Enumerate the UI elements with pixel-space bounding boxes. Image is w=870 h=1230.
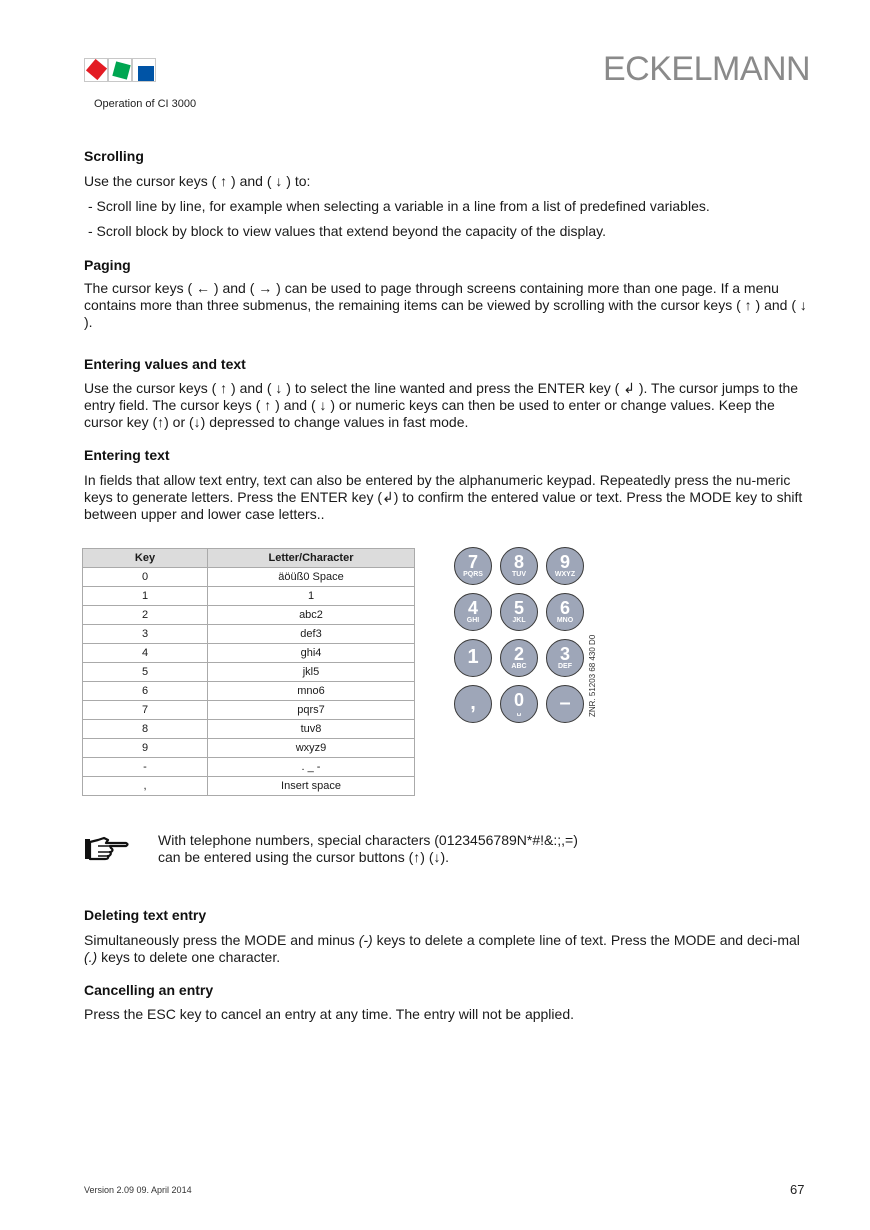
character-cell: jkl5 [208, 663, 415, 682]
character-cell: ghi4 [208, 644, 415, 663]
character-cell: pqrs7 [208, 701, 415, 720]
key-letters: JKL [512, 617, 526, 624]
key-number: 4 [467, 598, 478, 618]
key-cell: 8 [83, 720, 208, 739]
pointing-hand-icon [84, 836, 130, 862]
keypad-key [454, 685, 492, 723]
eckelmann-logo-squares [84, 58, 156, 82]
key-number: – [559, 692, 571, 714]
deleting-text [84, 932, 814, 966]
key-number: 5 [513, 598, 524, 618]
key-letters: WXYZ [554, 571, 576, 578]
heading-paging: Paging [84, 257, 131, 273]
heading-scrolling: Scrolling [84, 148, 144, 164]
keypad-key [454, 593, 492, 631]
column-header-character: Letter/Character [208, 549, 415, 568]
heading-entering-text: Entering text [84, 447, 170, 463]
table-row [83, 777, 415, 796]
blue-square-icon [138, 66, 154, 82]
key-cell: 7 [83, 701, 208, 720]
table-row [83, 568, 415, 587]
keypad-key [546, 547, 584, 585]
keypad-key [500, 547, 538, 585]
key-letters: MNO [556, 617, 574, 624]
keypad-key [500, 685, 538, 723]
character-cell: äöüß0 Space [208, 568, 415, 587]
entering-text-text: In fields that allow text entry, text can also be entered by the alphanumeric keypad. Repeatedly press the nu-meric keys to generate letters. Press the ENTER key (↲) to confirm the entered value or text. Press the MODE key to shift between upper and lower case letters.. [84, 472, 803, 522]
table-row [83, 758, 415, 777]
key-letters: TUV [512, 571, 526, 578]
key-number: 2 [513, 644, 524, 664]
scrolling-item: - Scroll block by block to view values that extend beyond the capacity of the display. [88, 223, 607, 239]
text-span: Simultaneously press the MODE and minus [84, 932, 359, 948]
text-span: keys to delete one character. [97, 949, 281, 965]
table-row [83, 682, 415, 701]
keypad-key [500, 593, 538, 631]
keypad-key [500, 639, 538, 677]
page-number: 67 [790, 1182, 805, 1197]
key-number: 1 [467, 646, 479, 668]
heading-cancelling: Cancelling an entry [84, 982, 214, 998]
column-header-key: Key [83, 549, 208, 568]
heading-deleting-text: Deleting text entry [84, 907, 207, 923]
key-cell: 0 [83, 568, 208, 587]
heading-entering-values: Entering values and text [84, 356, 246, 372]
table-row [83, 587, 415, 606]
key-letters: DEF [558, 663, 572, 670]
key-cell: 6 [83, 682, 208, 701]
keypad-key [546, 685, 584, 723]
decimal-key-ref: (.) [84, 949, 98, 965]
character-cell: tuv8 [208, 720, 415, 739]
table-header-row [83, 549, 415, 568]
key-cell: 5 [83, 663, 208, 682]
key-number: 0 [513, 690, 524, 710]
note-line: With telephone numbers, special characters (0123456789N*#!&:;,=) [158, 832, 578, 848]
key-number: 9 [559, 552, 570, 572]
note-line: can be entered using the cursor buttons (↑) (↓). [158, 849, 450, 865]
key-number: 7 [467, 552, 478, 572]
minus-key-ref: (-) [358, 932, 373, 948]
key-letters: GHI [466, 617, 480, 624]
keypad-key [546, 639, 584, 677]
table-row [83, 720, 415, 739]
keypad-key [546, 593, 584, 631]
key-number: 3 [559, 644, 570, 664]
green-diamond-icon [112, 61, 130, 79]
table-row [83, 644, 415, 663]
footer-version: Version 2.09 09. April 2014 [84, 1185, 192, 1195]
note-text [158, 832, 578, 866]
key-character-table [82, 548, 415, 796]
cancelling-text: Press the ESC key to cancel an entry at any time. The entry will not be applied. [84, 1006, 574, 1022]
character-cell: def3 [208, 625, 415, 644]
red-diamond-icon [86, 59, 107, 80]
character-cell: mno6 [208, 682, 415, 701]
text-span: keys to delete a complete line of text. Press the MODE and deci-mal [372, 932, 800, 948]
keypad-key [454, 639, 492, 677]
document-subtitle: Operation of CI 3000 [94, 98, 197, 110]
entering-values-text: Use the cursor keys ( ↑ ) and ( ↓ ) to select the line wanted and press the ENTER key ( ↲ ). The cursor jumps to the entry field. The cursor keys ( ↑ ) and ( ↓ ) or numeric keys can then be used to enter or change values. Keep the cursor key (↑) or (↓) depressed to change values in fast mode. [84, 380, 799, 430]
table-row [83, 663, 415, 682]
key-number: 6 [559, 598, 570, 618]
table-row [83, 701, 415, 720]
key-cell: 1 [83, 587, 208, 606]
drawing-number [588, 634, 670, 726]
key-cell: 9 [83, 739, 208, 758]
character-cell: Insert space [208, 777, 415, 796]
character-cell: 1 [208, 587, 415, 606]
key-cell: 2 [83, 606, 208, 625]
alphanumeric-keypad-illustration [454, 547, 589, 724]
key-cell: 4 [83, 644, 208, 663]
table-row [83, 625, 415, 644]
scrolling-item: - Scroll line by line, for example when selecting a variable in a line from a list of predefined variables. [88, 198, 710, 214]
key-letters: ABC [511, 663, 527, 670]
table-row [83, 606, 415, 625]
key-number: , [470, 692, 476, 714]
key-cell: 3 [83, 625, 208, 644]
brand-wordmark: ECKELMANN [603, 50, 811, 88]
scrolling-intro: Use the cursor keys ( ↑ ) and ( ↓ ) to: [84, 173, 311, 189]
drawing-number-text: ZNR. 51203 68 430 D0 [588, 634, 597, 717]
character-cell: . _ - [208, 758, 415, 777]
key-number: 8 [513, 552, 524, 572]
key-cell: , [83, 777, 208, 796]
paging-text: The cursor keys ( ← ) and ( → ) can be used to page through screens containing more than one page. If a menu contains more than three submenus, the remaining items can be viewed by scrolling with the cursor keys ( ↑ ) and ( ↓ ). [84, 280, 807, 330]
character-cell: abc2 [208, 606, 415, 625]
key-cell: - [83, 758, 208, 777]
key-letters: ␣ [516, 709, 522, 716]
key-letters: PQRS [463, 571, 483, 578]
character-cell: wxyz9 [208, 739, 415, 758]
keypad-key [454, 547, 492, 585]
table-row [83, 739, 415, 758]
